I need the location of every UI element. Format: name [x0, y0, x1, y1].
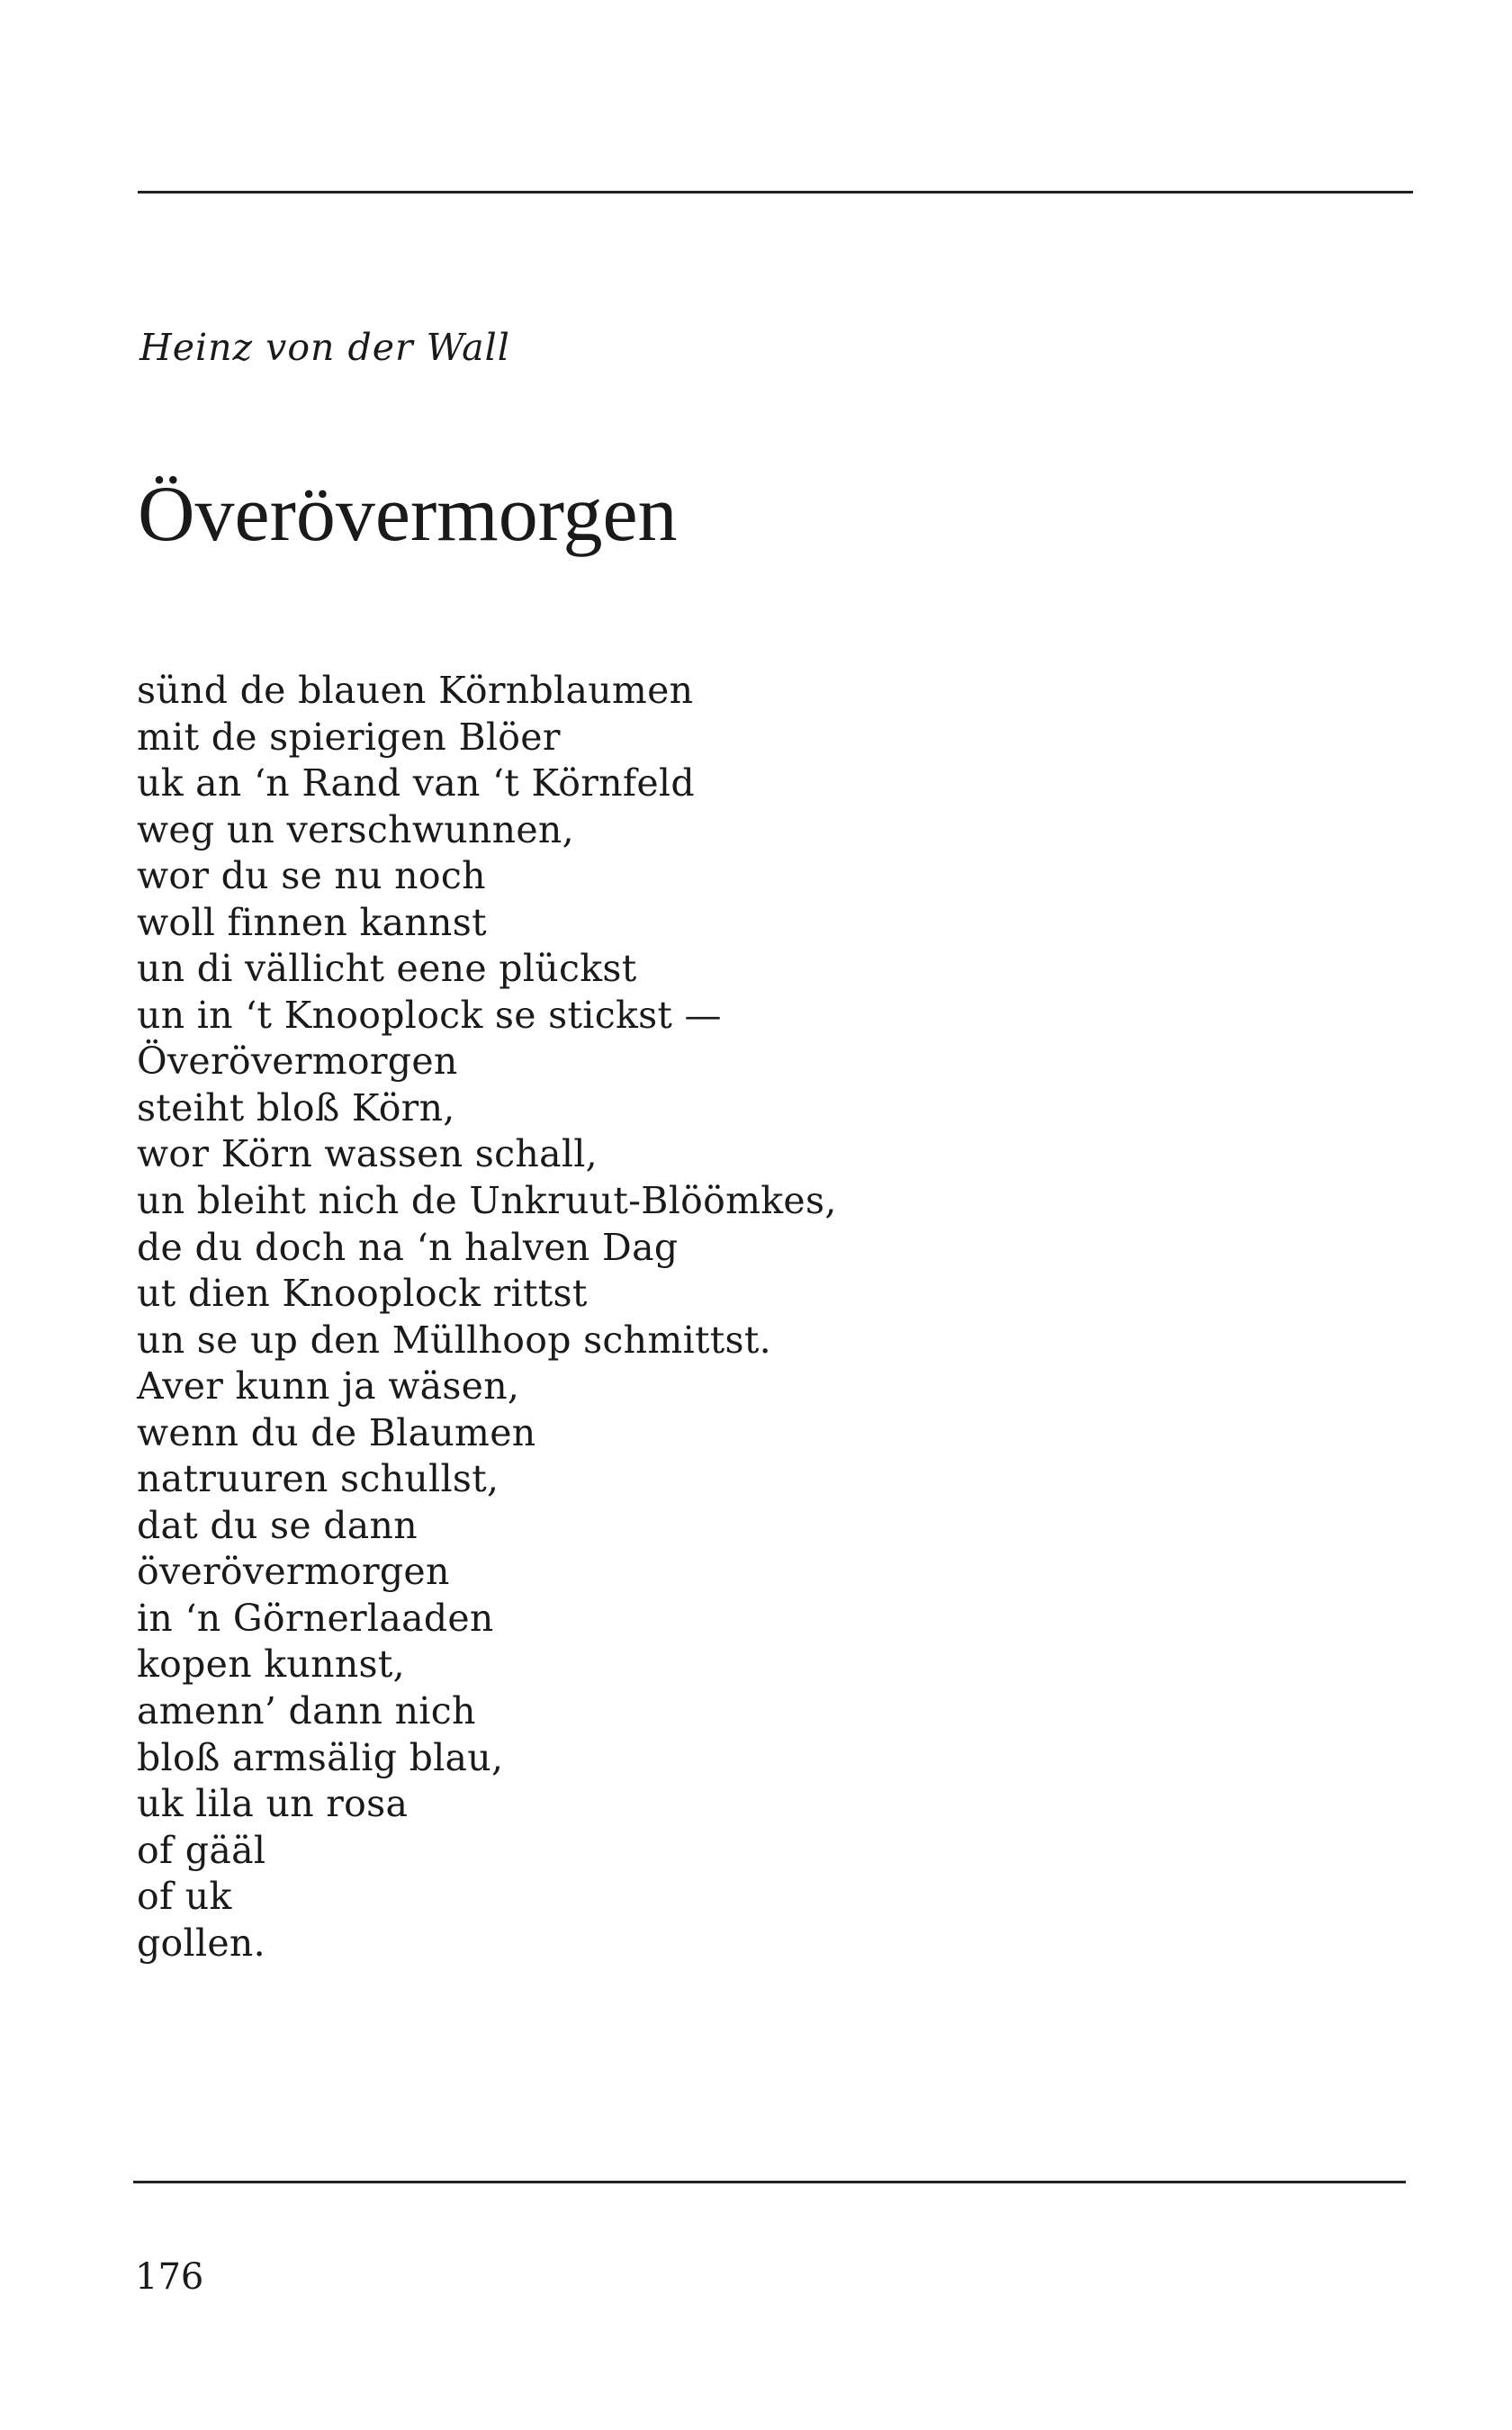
poem-line: bloß armsälig blau,: [137, 1735, 504, 1779]
page-number: 176: [135, 2256, 204, 2298]
poem-line: un se up den Müllhoop schmittst.: [137, 1318, 771, 1362]
poem-line: woll finnen kannst: [137, 900, 487, 944]
poem-body: [137, 668, 837, 1966]
poem-title: Överövermorgen: [138, 471, 678, 558]
poem-line: mit de spierigen Blöer: [137, 715, 561, 759]
poem-line: of gääl: [137, 1828, 266, 1872]
poem-line: steiht bloß Körn,: [137, 1085, 455, 1130]
poem-line: un bleiht nich de Unkruut-Blöömkes,: [137, 1179, 837, 1223]
poem-line: amenn’ dann nich: [137, 1689, 476, 1733]
poem-line: wor Körn wassen schall,: [137, 1132, 598, 1176]
poem-line: wor du se nu noch: [137, 854, 486, 898]
poem-line: gollen.: [137, 1921, 266, 1965]
top-rule: [138, 191, 1413, 194]
poem-line: in ‘n Görnerlaaden: [137, 1596, 494, 1640]
poem-line: wenn du de Blaumen: [137, 1410, 536, 1454]
poem-line: un di vällicht eene plückst: [137, 947, 637, 991]
bottom-rule: [133, 2181, 1406, 2183]
poem-line: kopen kunnst,: [137, 1642, 405, 1687]
poem-line: sünd de blauen Körnblaumen: [137, 669, 694, 712]
poem-line: Aver kunn ja wäsen,: [137, 1364, 520, 1408]
poem-line: of uk: [137, 1875, 232, 1919]
poem-line: de du doch na ‘n halven Dag: [137, 1225, 679, 1269]
poem-line: un in ‘t Knooplock se stickst —: [137, 993, 722, 1037]
author-name: Heinz von der Wall: [140, 326, 510, 369]
poem-line: ut dien Knooplock rittst: [137, 1272, 588, 1316]
poem-line: uk lila un rosa: [137, 1782, 409, 1826]
poem-line: dat du se dann: [137, 1503, 418, 1547]
poem-line: Överövermorgen: [137, 1040, 458, 1084]
poem-line: överövermorgen: [137, 1550, 450, 1594]
poem-line: uk an ‘n Rand van ‘t Körnfeld: [137, 761, 695, 806]
poem-line: natruuren schullst,: [137, 1457, 500, 1501]
poem-line: weg un verschwunnen,: [137, 807, 574, 851]
